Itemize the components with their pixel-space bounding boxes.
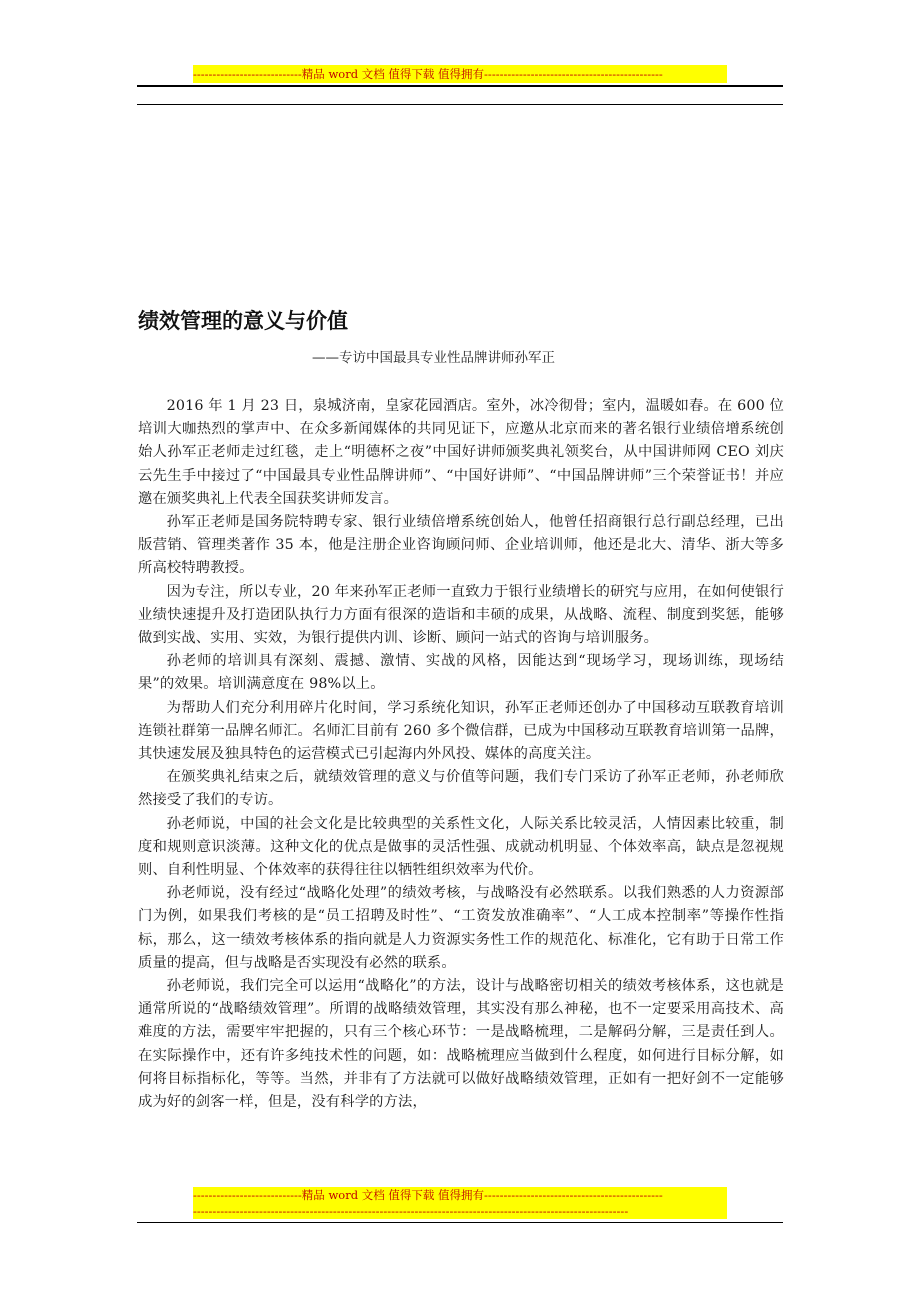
footer-banner: [193, 1187, 727, 1219]
paragraph: 孙老师说，没有经过“战略化处理”的绩效考核，与战略没有必然联系。以我们熟悉的人力资源部门为例，如果我们考核的是“员工招聘及时性”、“工资发放准确率”、“人工成本控制率”等操作性指标，那么，这一绩效考核体系的指向就是人力资源实务性工作的规范化、标准化，它有助于日常工作质量的提高，但与战略是否实现没有必然的联系。: [138, 885, 784, 971]
paragraph: 孙军正老师是国务院特聘专家、银行业绩倍增系统创始人，他曾任招商银行总行副总经理，已出版营销、管理类著作 35 本，他是注册企业咨询顾问师、企业培训师，他还是北大、清华、浙大等多所高校特聘教授。: [138, 514, 784, 577]
paragraph: 孙老师说，中国的社会文化是比较典型的关系性文化，人际关系比较灵活，人情因素比较重，制度和规则意识淡薄。这种文化的优点是做事的灵活性强、成就动机明显、个体效率高，缺点是忽视规则、自利性明显、个体效率的获得往往以牺牲组织效率为代价。: [138, 815, 784, 879]
footer-rule: [137, 1222, 783, 1223]
header-rule-thin: [137, 104, 783, 105]
article-body: [138, 395, 784, 1114]
footer-banner-line1: ----------------------------精品 word 文档 值得下载 值得拥有----------------------------------------------: [193, 1188, 663, 1202]
paragraph: 在颁奖典礼结束之后，就绩效管理的意义与价值等问题，我们专门采访了孙军正老师，孙老师欣然接受了我们的专访。: [138, 769, 784, 809]
header-banner: ----------------------------精品 word 文档 值得下载 值得拥有----------------------------------------------: [193, 65, 727, 83]
paragraph: 因为专注，所以专业，20 年来孙军正老师一直致力于银行业绩增长的研究与应用，在如何使银行业绩快速提升及打造团队执行力方面有很深的造诣和丰硕的成果，从战略、流程、制度到奖惩，能够做到实战、实用、实效，为银行提供内训、诊断、顾问一站式的咨询与培训服务。: [138, 583, 784, 647]
paragraph: 孙老师的培训具有深刻、震撼、激情、实战的风格，因能达到“现场学习，现场训练，现场结果”的效果。培训满意度在 98%以上。: [138, 653, 784, 693]
footer-banner-line2: ----------------------------------------------------------------------------------------------------------------: [193, 1204, 629, 1218]
paragraph: 为帮助人们充分利用碎片化时间，学习系统化知识，孙军正老师还创办了中国移动互联教育培训连锁社群第一品牌名师汇。名师汇目前有 260 多个微信群，已成为中国移动互联教育培训第一品牌，其快速发展及独具特色的运营模式已引起海内外风投、媒体的高度关注。: [138, 699, 784, 763]
article-title: 绩效管理的意义与价值: [138, 309, 348, 333]
article-subtitle: ——专访中国最具专业性品牌讲师孙军正: [312, 350, 555, 366]
header-rule-thick: [137, 85, 783, 87]
paragraph: 孙老师说，我们完全可以运用“战略化”的方法，设计与战略密切相关的绩效考核体系，这也就是通常所说的“战略绩效管理”。所谓的战略绩效管理，其实没有那么神秘，也不一定要采用高技术、高难度的方法，需要牢牢把握的，只有三个核心环节：一是战略梳理，二是解码分解，三是责任到人。在实际操作中，还有许多纯技术性的问题，如：战略梳理应当做到什么程度，如何进行目标分解，如何将目标指标化，等等。当然，并非有了方法就可以做好战略绩效管理，正如有一把好剑不一定能够成为好的剑客一样，但是，没有科学的方法，: [138, 978, 784, 1111]
paragraph: 2016 年 1 月 23 日，泉城济南，皇家花园酒店。室外，冰冷彻骨；室内，温暖如春。在 600 位培训大咖热烈的掌声中、在众多新闻媒体的共同见证下，应邀从北京而来的著名银行业绩倍增系统创始人孙军正老师走过红毯，走上“明德杯之夜”中国好讲师颁奖典礼领奖台，从中国讲师网 CEO 刘庆云先生手中接过了“中国最具专业性品牌讲师”、“中国好讲师”、“中国品牌讲师”三个荣誉证书！并应邀在颁奖典礼上代表全国获奖讲师发言。: [138, 398, 784, 507]
